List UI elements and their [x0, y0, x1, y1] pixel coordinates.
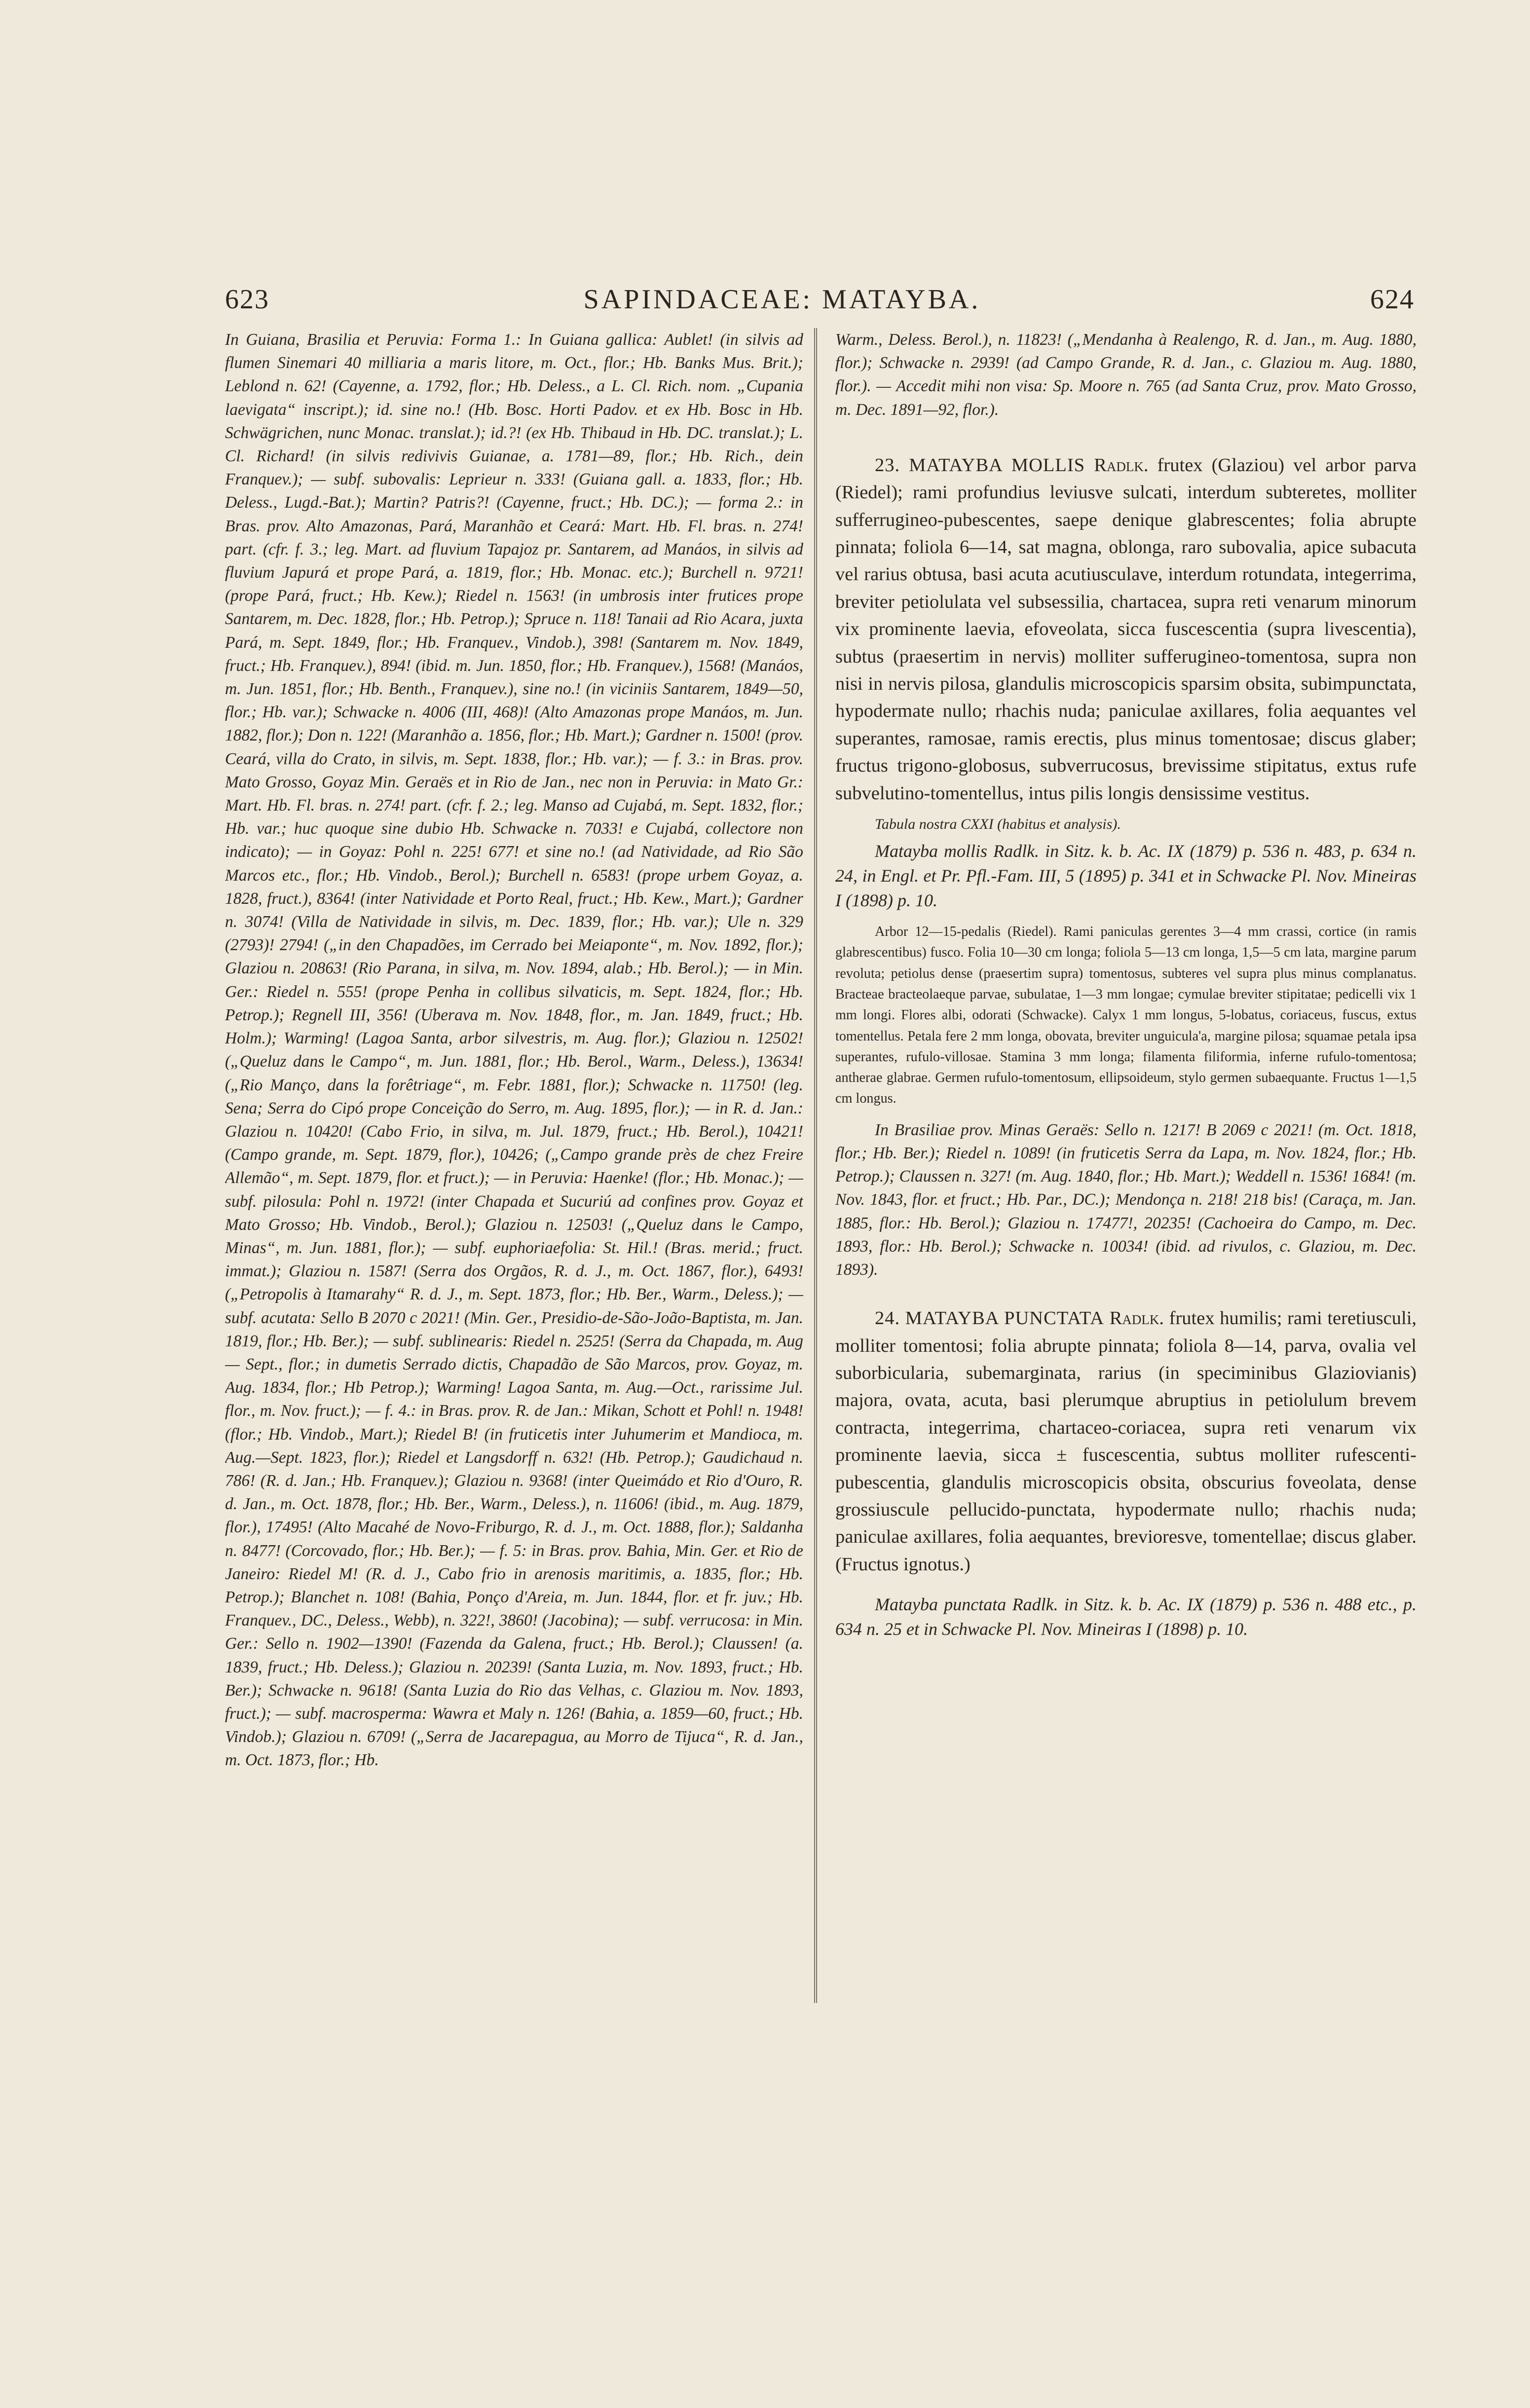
running-title: SAPINDACEAE: MATAYBA. — [583, 284, 981, 315]
species-24-description — [835, 1305, 1417, 1578]
specimen-citations-forma: In Guiana, Brasilia et Peruvia: Forma 1.: In Guiana gallica: Aublet! (in silvis ad flumen Sinemari 40 milliaria a maris litore, m. Oct., flor.; Hb. Banks Mus. Brit.); Leblond n. 62! (Cayenne, a. 1792, flor.; Hb. Deless., a L. Cl. Rich. nom. „Cupania laevigata“ inscript.); id. sine no.! (Hb. Bosc. Horti Padov. et ex Hb. Bosc in Hb. Schwägrichen, nunc Monac. translat.); id.?! (ex Hb. Thibaud in Hb. DC. translat.); L. Cl. Richard! (in silvis redivivis Guianae, a. 1781—89, flor.; Hb. Rich., dein Franquev.); — subf. subovalis: Leprieur n. 333! (Guiana gall. a. 1833, flor.; Hb. Deless., Lugd.-Bat.); Martin? Patris?! (Cayenne, fruct.; Hb. DC.); — forma 2.: in Bras. prov. Alto Amazonas, Pará, Maranhão et Ceará: Mart. Hb. Fl. bras. n. 274! part. (cfr. f. 3.; leg. Mart. ad fluvium Tapajoz pr. Santarem, ad Manáos, in silvis ad fluvium Japurá et prope Pará, a. 1819, flor.; Hb. Monac. etc.); Burchell n. 9721! (prope Pará, fruct.; Hb. Kew.); Riedel n. 1563! (in umbrosis inter frutices prope Santarem, m. Dec. 1828, flor.; Hb. Petrop.); Spruce n. 118! Tanaii ad Rio Acara, juxta Pará, m. Sept. 1849, flor.; Hb. Franquev., Vindob.), 398! (Santarem m. Nov. 1849, fruct.; Hb. Franquev.), 894! (ibid. m. Jun. 1850, flor.; Hb. Franquev.), 1568! (Manáos, m. Jun. 1851, flor.; Hb. Benth., Franquev.), sine no.! (in viciniis Santarem, 1849—50, flor.; Hb. var.); Schwacke n. 4006 (III, 468)! (Alto Amazonas prope Manáos, m. Jun. 1882, flor.); Don n. 122! (Maranhão a. 1856, flor.; Hb. Mart.); Gardner n. 1500! (prov. Ceará, villa do Crato, in silvis, m. Sept. 1838, flor.; Hb. var.); — f. 3.: in Bras. prov. Mato Grosso, Goyaz Min. Geraës et in Rio de Jan., nec non in Peruvia: in Mato Gr.: Mart. Hb. Fl. bras. n. 274! part. (cfr. f. 2.; leg. Manso ad Cujabá, m. Sept. 1832, flor.; Hb. var.; huc quoque sine dubio Hb. Schwacke n. 7033! e Cujabá, collectore non indicato); — in Goyaz: Pohl n. 225! 677! et sine no.! (ad Natividade, ad Rio São Marcos etc., flor.; Hb. Vindob., Berol.); Burchell n. 6583! (prope urbem Goyaz, a. 1828, fruct.), 8364! (inter Natividade et Porto Real, fruct.; Hb. Kew., Mart.); Gardner n. 3074! (Villa de Natividade in silvis, m. Dec. 1839, flor.; Hb. var.); Ule n. 329 (2793)! 2794! („in den Chapadões, im Cerrado bei Meiaponte“, m. Nov. 1892, flor.); Glaziou n. 20863! (Rio Parana, in silva, m. Nov. 1894, alab.; Hb. Berol.); — in Min. Ger.: Riedel n. 555! (prope Penha in collibus silvaticis, m. Sept. 1824, flor.; Hb. Petrop.); Regnell III, 356! (Uberava m. Nov. 1848, flor., m. Jan. 1849, fruct.; Hb. Holm.); Warming! (Lagoa Santa, arbor silvestris, m. Aug. flor.); Glaziou n. 12502! („Queluz dans le Campo“, m. Jun. 1881, flor.; Hb. Berol., Warm., Deless.), 13634! („Rio Manço, dans la forêtriage“, m. Febr. 1881, flor.); Schwacke n. 11750! (leg. Sena; Serra do Cipó prope Conceição do Serro, m. Aug. 1895, flor.); — in R. d. Jan.: Glaziou n. 10420! (Cabo Frio, in silva, m. Jul. 1879, fruct.; Hb. Berol.), 10421! (Campo grande, m. Sept. 1879, flor.), 10426; („Campo grande près de chez Freire Allemão“, m. Sept. 1879, flor. et fruct.); — in Peruvia: Haenke! (flor.; Hb. Monac.); — subf. pilosula: Pohl n. 1972! (inter Chapada et Sucuriú ad confines prov. Goyaz et Mato Grosso; Hb. Vindob., Berol.); Glaziou n. 12503! („Queluz dans le Campo, Minas“, m. Jun. 1881, flor.); — subf. euphoriaefolia: St. Hil.! (Bras. merid.; fruct. immat.); Glaziou n. 1587! (Serra dos Orgãos, R. d. J., m. Oct. 1867, flor.), 6493! („Petropolis à Itamarahy“ R. d. J., m. Sept. 1873, flor.; Hb. Ber., Warm., Deless.); — subf. acutata: Sello B 2070 c 2021! (Min. Ger., Presidio-de-São-João-Baptista, m. Jan. 1819, flor.; Hb. Ber.); — subf. sublinearis: Riedel n. 2525! (Serra da Chapada, m. Aug — Sept., flor.; in dumetis Serrado dictis, Chapadão de São Marcos, prov. Goyaz, m. Aug. 1834, flor.; Hb Petrop.); Warming! Lagoa Santa, m. Aug.—Oct., rarissime Jul. flor., m. Nov. fruct.); — f. 4.: in Bras. prov. R. de Jan.: Mikan, Schott et Pohl! n. 1948! (flor.; Hb. Vindob., Mart.); Riedel B! (in fruticetis inter Juhumerim et Mandioca, m. Aug.—Sept. 1823, flor.); Riedel et Langsdorff n. 632! (Hb. Petrop.); Gaudichaud n. 786! (R. d. Jan.; Hb. Franquev.); Glaziou n. 9368! (inter Queimádo et Rio d'Ouro, R. d. Jan., m. Oct. 1878, flor.; Hb. Ber., Warm., Deless.), n. 11606! (ibid., m. Aug. 1879, flor.), 17495! (Alto Macahé de Novo-Friburgo, R. d. J., m. Oct. 1888, flor.); Saldanha n. 8477! (Corcovado, flor.; Hb. Ber.); — f. 5: in Bras. prov. Bahia, Min. Ger. et Rio de Janeiro: Riedel M! (R. d. J., Cabo frio in arenosis maritimis, a. 1835, flor.; Hb. Petrop.); Blanchet n. 108! (Bahia, Ponço d'Areia, m. Jun. 1844, flor. et fr. juv.; Hb. Franquev., DC., Deless., Webb), n. 322!, 3860! (Jacobina); — subf. verrucosa: in Min. Ger.: Sello n. 1902—1390! (Fazenda da Galena, fruct.; Hb. Berol.); Claussen! (a. 1839, fruct.; Hb. Deless.); Glaziou n. 20239! (Santa Luzia, m. Nov. 1893, fruct.; Hb. Ber.); Schwacke n. 9618! (Santa Luzia do Rio das Velhas, c. Glaziou m. Nov. 1893, fruct.); — subf. macrosperma: Wawra et Maly n. 126! (Bahia, a. 1859—60, fruct.; Hb. Vindob.); Glaziou n. 6709! („Serra de Jacarepagua, au Morro de Tijuca“, R. d. Jan., m. Oct. 1873, flor.; Hb. — [225, 331, 803, 1770]
left-column — [225, 328, 803, 2020]
spacer — [835, 1281, 1417, 1305]
species-24-author: Radlk. — [1109, 1308, 1164, 1329]
right-column — [835, 328, 1417, 2015]
species-23-number: 23. — [875, 454, 900, 476]
species-24-number: 24. — [875, 1308, 900, 1329]
species-23-details: Arbor 12—15-pedalis (Riedel). Rami paniculas gerentes 3—4 mm crassi, cortice (in ramis glabrescentibus) fusco. Folia 10—30 cm longa; foliola 5—13 cm longa, 1,5—5 cm lata, margine parum revoluta; petiolus dense (praesertim supra) tomentosus, subteres vel supra plus minus complanatus. Bracteae bracteolaeque parvae, subulatae, 1—3 mm longae; cymulae breviter stipitatae; pedicelli vix 1 mm longi. Flores albi, odorati (Schwacke). Calyx 1 mm longus, 5-lobatus, coriaceus, fuscus, extus tomentellus. Petala fere 2 mm longa, obovata, breviter unguicula'a, margine pilosa; squamae petala ipsa superantes, rufulo-villosae. Stamina 3 mm longa; filamenta filiformia, inferne rufulo-tomentosa; antherae glabrae. Germen rufulo-tomentosum, ellipsoideum, stylo germen subaequante. Fructus 1—1,5 cm longus. — [835, 924, 1417, 1107]
species-23-author: Radlk. — [1094, 454, 1149, 476]
species-23-description — [835, 452, 1417, 807]
page-number-left: 623 — [225, 284, 269, 315]
species-23-specimens: In Brasiliae prov. Minas Geraës: Sello n. 1217! B 2069 c 2021! (m. Oct. 1818, flor.; Hb. Ber.); Riedel n. 1089! (in fruticetis Serra da Lapa, m. Nov. 1824, flor.; Hb. Petrop.); Claussen n. 327! (m. Aug. 1840, flor.; Hb. Mart.); Weddell n. 1536! 1684! (m. Nov. 1843, flor. et fruct.; Hb. Par., DC.); Mendonça n. 218! 218 bis! (Caraça, m. Jan. 1885, flor.: Hb. Berol.); Glaziou n. 17477!, 20235! (Cachoeira do Campo, m. Dec. 1893, flor.: Hb. Berol.); Schwacke n. 10034! (ibid. ad rivulos, c. Glaziou, m. Dec. 1893). — [835, 1120, 1417, 1279]
species-24-literature: Matayba punctata Radlk. in Sitz. k. b. Ac. IX (1879) p. 536 n. 488 etc., p. 634 n. 25 et in Schwacke Pl. Nov. Mineiras I (1898) p. 10. — [835, 1594, 1417, 1639]
specimen-citations-continuation: Warm., Deless. Berol.), n. 11823! („Mendanha à Realengo, R. d. Jan., m. Aug. 1880, flor.); Schwacke n. 2939! (ad Campo Grande, R. d. Jan., c. Glaziou m. Aug. 1880, flor.). — Accedit mihi non visa: Sp. Moore n. 765 (ad Santa Cruz, prov. Mato Grosso, m. Dec. 1891—92, flor.). — [835, 331, 1417, 419]
species-23-name: MATAYBA MOLLIS — [909, 454, 1085, 476]
species-23-tabula: Tabula nostra CXXI (habitus et analysis). — [875, 816, 1121, 833]
column-divider — [814, 328, 817, 2003]
species-24-diagnosis: frutex humilis; rami teretiusculi, molliter tomentosi; folia abrupte pinnata; foliola 8—14, parva, ovalia vel suborbicularia, subemarginata, rarius (in speciminibus Glaziovianis) majora, ovata, acuta, basi plerumque abruptius in petiolulum brevem contracta, integerrima, chartaceo-coriacea, supra reti venarum vix prominente laevia, sicca ± fuscescentia, subtus molliter rufescenti-pubescentia, glandulis microscopicis obsita, obscurius foveolata, dense grossiuscule pellucido-punctata, hypodermate nullo; rhachis nuda; paniculae axillares, folia aequantes, brevioresve, tomentellae; discus glaber. (Fructus ignotus.) — [835, 1308, 1417, 1575]
species-23-diagnosis: frutex (Glaziou) vel arbor parva (Riedel); rami profundius leviusve sulcati, interdum subteretes, molliter sufferrugineo-pubescentes, saepe denique glabrescentes; folia abrupte pinnata; foliola 6—14, sat magna, oblonga, raro subovalia, apice subacuta vel rarius obtusa, basi acuta acutiusculave, interdum rotundata, integerrima, breviter petiolulata vel subsessilia, chartacea, supra reti venarum minorum vix prominente laevia, efoveolata, sicca fuscescentia (supra livescentia), subtus (praesertim in nervis) molliter sufferugineo-tomentosa, supra non nisi in nervis pilosa, glandulis microscopicis sparsim obsita, subimpunctata, hypodermate nullo; rhachis nuda; paniculae axillares, folia aequantes vel superantes, ramosae, ramis erectis, plus minus tomentosae; discus glaber; fructus trigono-globosus, subverrucosus, brevissime stipitatus, extus rufe subvelutino-tomentellus, intus pilis longis densissime vestitus. — [835, 454, 1417, 804]
species-24-name: MATAYBA PUNCTATA — [905, 1308, 1105, 1329]
species-23-literature: Matayba mollis Radlk. in Sitz. k. b. Ac. IX (1879) p. 536 n. 483, p. 634 n. 24, in Engl. et Pr. Pfl.-Fam. III, 5 (1895) p. 341 et in Schwacke Pl. Nov. Mineiras I (1898) p. 10. — [835, 841, 1417, 911]
spacer — [835, 421, 1417, 452]
page-number-right: 624 — [1370, 284, 1415, 315]
